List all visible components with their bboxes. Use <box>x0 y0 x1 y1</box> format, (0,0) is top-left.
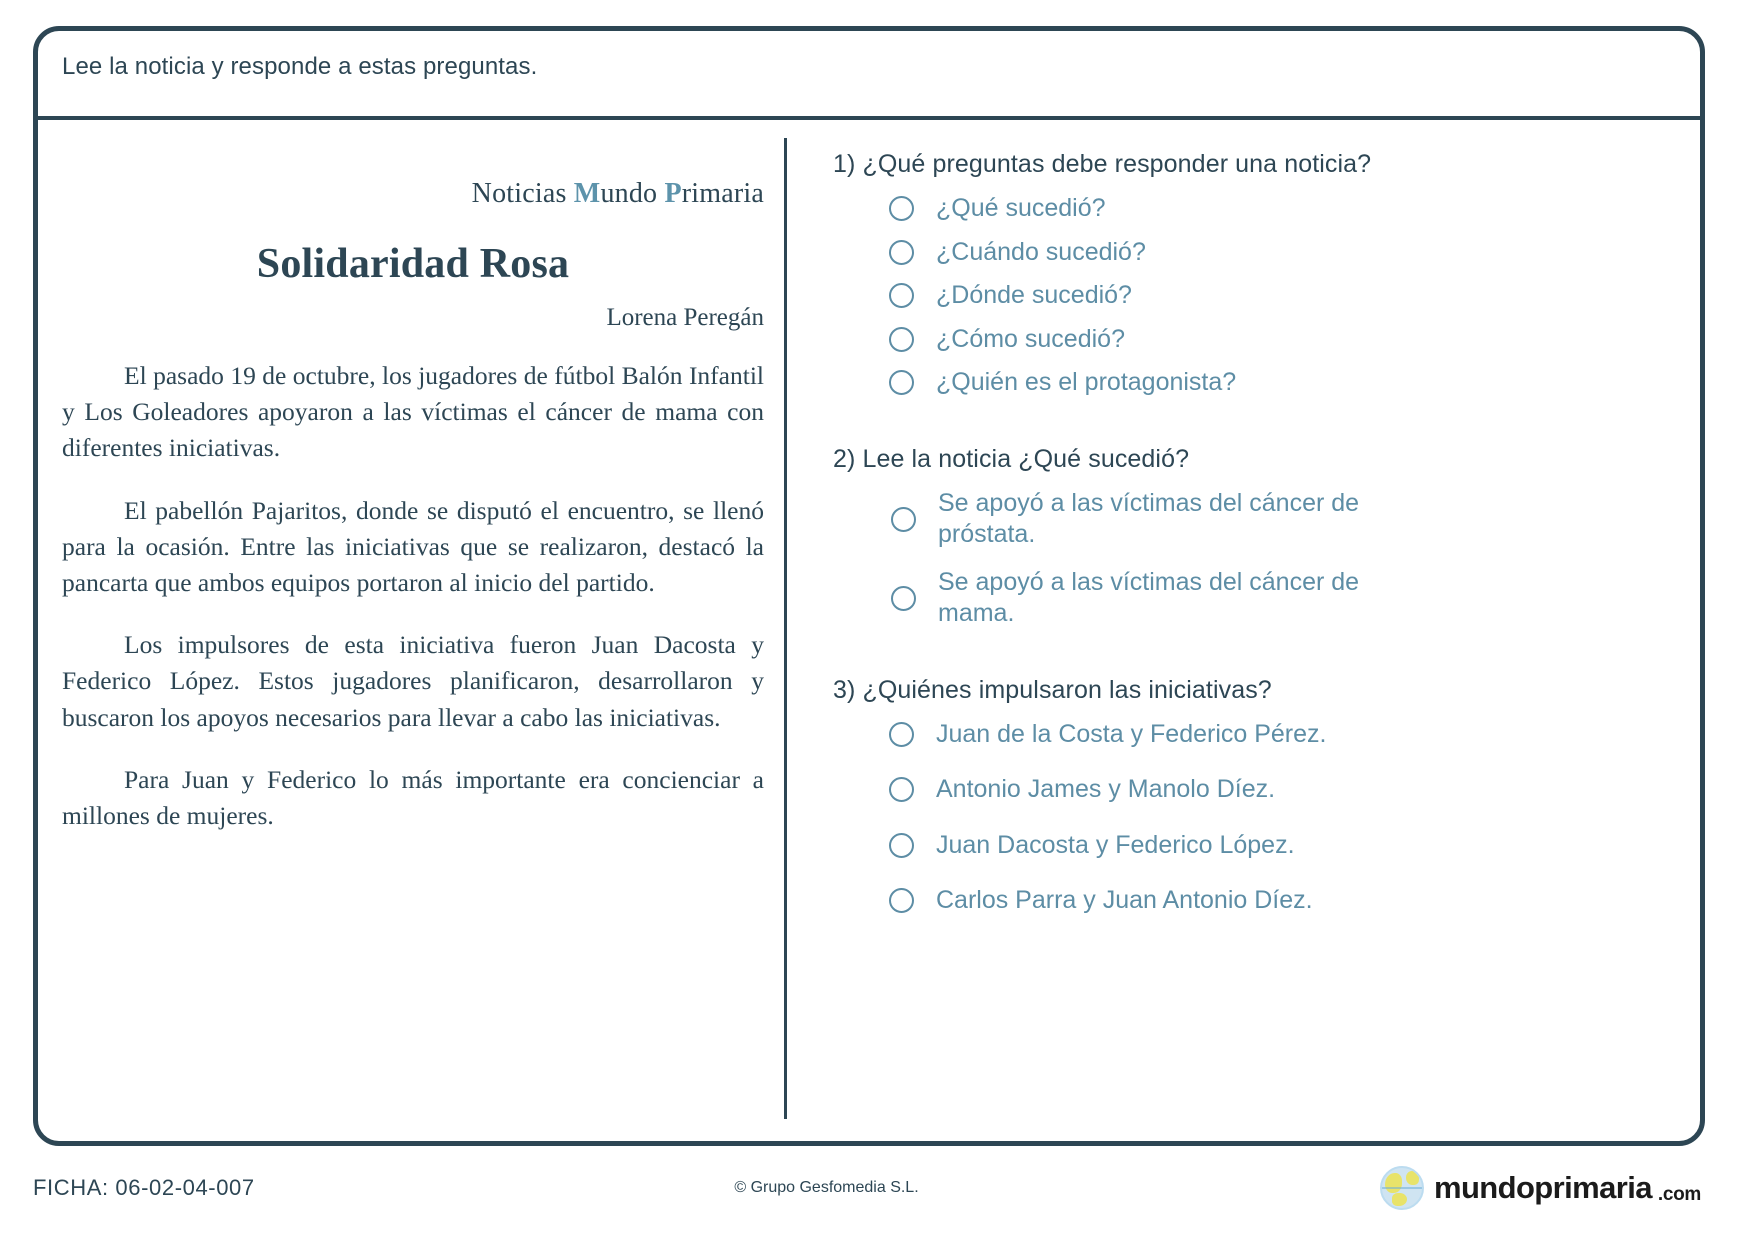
radio-button-icon[interactable] <box>889 833 914 858</box>
radio-button-icon[interactable] <box>891 586 916 611</box>
question-block-1 <box>833 150 1676 399</box>
article-headline: Solidaridad Rosa <box>256 241 570 287</box>
option-label: ¿Quién es el protagonista? <box>936 368 1237 396</box>
option-label: Juan de la Costa y Federico Pérez. <box>936 719 1327 748</box>
article-body <box>62 358 764 834</box>
option-q3-3[interactable] <box>889 830 1676 862</box>
option-q1-1[interactable] <box>889 193 1676 225</box>
question-2-options <box>833 488 1676 630</box>
question-3-options <box>833 719 1676 917</box>
question-block-2 <box>833 445 1676 630</box>
option-q1-4[interactable] <box>889 324 1676 356</box>
option-q1-5[interactable] <box>889 367 1676 399</box>
masthead-m-initial: M <box>573 178 601 209</box>
instruction-bar <box>38 31 1700 120</box>
option-label: Juan Dacosta y Federico López. <box>936 830 1295 859</box>
radio-button-icon[interactable] <box>889 240 914 265</box>
masthead-p-initial: P <box>664 178 682 209</box>
radio-button-icon[interactable] <box>889 196 914 221</box>
questions-column <box>787 120 1700 1141</box>
question-1-title: 1) ¿Qué preguntas debe responder una noticia? <box>833 150 1372 178</box>
radio-button-icon[interactable] <box>889 777 914 802</box>
worksheet-frame <box>33 26 1705 1146</box>
article-paragraph: El pabellón Pajaritos, donde se disputó el encuentro, se llenó para la ocasión. Entre las iniciativas que se realizaron, destacó la pancarta que ambos equipos portaron al inicio del partido. <box>62 495 764 598</box>
radio-button-icon[interactable] <box>889 283 914 308</box>
mundoprimaria-logo[interactable] <box>1380 1166 1721 1210</box>
radio-button-icon[interactable] <box>889 327 914 352</box>
article-paragraph: El pasado 19 de octubre, los jugadores de fútbol Balón Infantil y Los Goleadores apoyaron a las víctimas el cáncer de mama con diferentes iniciativas. <box>62 361 764 463</box>
article-masthead <box>62 178 764 210</box>
masthead-prefix: Noticias <box>471 178 574 209</box>
article-column <box>38 120 784 1141</box>
option-q1-3[interactable] <box>889 280 1676 312</box>
radio-button-icon[interactable] <box>889 370 914 395</box>
radio-button-icon[interactable] <box>891 507 916 532</box>
article-paragraph: Los impulsores de esta iniciativa fueron Juan Dacosta y Federico López. Estos jugadores planificaron, desarrollaron y buscaron los apoyos necesarios para llevar a cabo las iniciativas. <box>62 630 764 732</box>
masthead-rimaria: rimaria <box>681 178 764 209</box>
logo-wordmark: mundoprimaria <box>1434 1170 1652 1205</box>
logo-tld: .com <box>1657 1184 1701 1205</box>
article-paragraph: Para Juan y Federico lo más importante era concienciar a millones de mujeres. <box>62 764 764 831</box>
question-2-title: 2) Lee la noticia ¿Qué sucedió? <box>833 444 1190 473</box>
option-label: Se apoyó a las víctimas del cáncer de mama. <box>938 567 1360 627</box>
globe-icon <box>1380 1166 1424 1210</box>
question-3-title: 3) ¿Quiénes impulsaron las iniciativas? <box>833 675 1272 704</box>
masthead-undo: undo <box>600 178 665 209</box>
radio-button-icon[interactable] <box>889 888 914 913</box>
option-q3-2[interactable] <box>889 774 1676 806</box>
option-label: Antonio James y Manolo Díez. <box>936 775 1276 803</box>
page-footer <box>33 1158 1721 1218</box>
option-label: ¿Cómo sucedió? <box>936 324 1125 353</box>
option-q2-2[interactable] <box>891 567 1676 630</box>
option-q2-1[interactable] <box>891 488 1676 551</box>
question-block-3 <box>833 676 1676 917</box>
option-q1-2[interactable] <box>889 237 1676 269</box>
ficha-code: FICHA: 06-02-04-007 <box>33 1175 255 1200</box>
question-1-options <box>833 193 1676 399</box>
option-label: Carlos Parra y Juan Antonio Díez. <box>936 886 1313 914</box>
option-q3-1[interactable] <box>889 719 1676 751</box>
article-byline: Lorena Peregán <box>606 304 764 331</box>
option-q3-4[interactable] <box>889 885 1676 917</box>
copyright-text: © Grupo Gesfomedia S.L. <box>734 1179 919 1196</box>
radio-button-icon[interactable] <box>889 722 914 747</box>
worksheet-body <box>38 120 1700 1141</box>
option-label: ¿Dónde sucedió? <box>936 281 1132 309</box>
instruction-text: Lee la noticia y responde a estas preguntas. <box>62 53 538 80</box>
option-label: ¿Qué sucedió? <box>936 194 1106 222</box>
option-label: Se apoyó a las víctimas del cáncer de próstata. <box>938 488 1360 548</box>
option-label: ¿Cuándo sucedió? <box>936 237 1146 266</box>
